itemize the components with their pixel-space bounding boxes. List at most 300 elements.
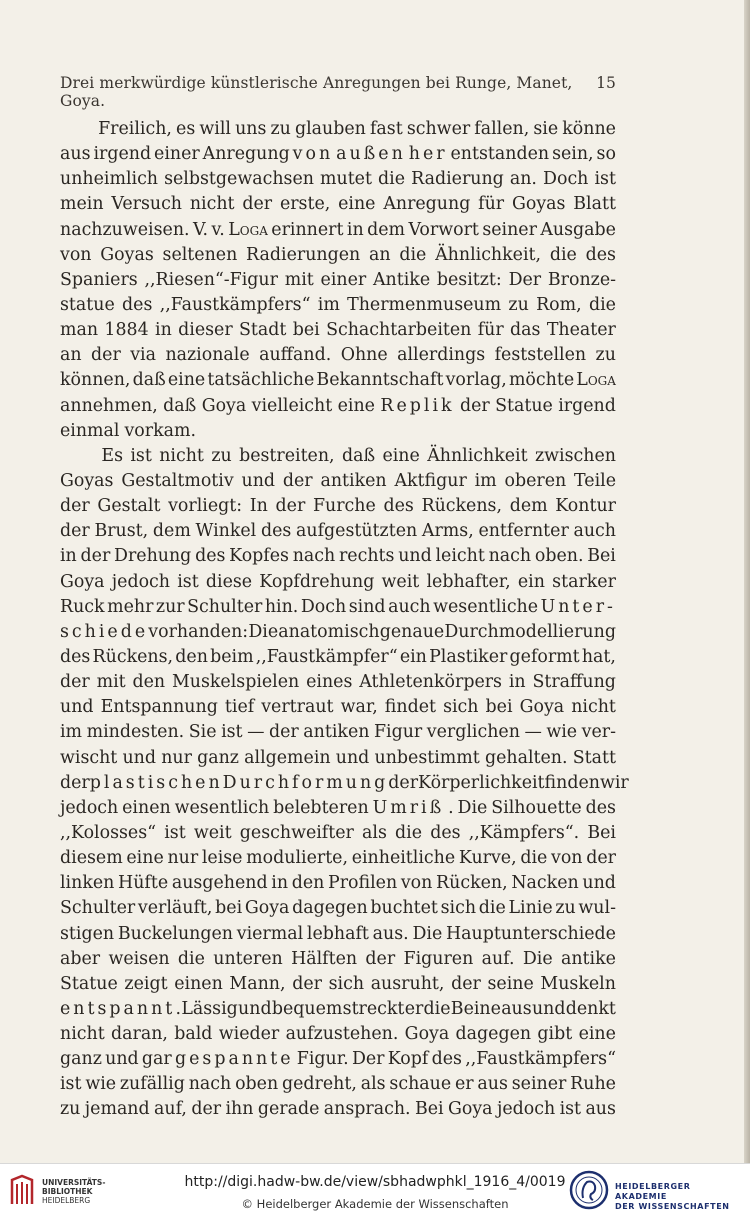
word: in (60, 546, 77, 567)
word: 1884 (104, 320, 149, 341)
text-line (60, 771, 629, 796)
word: nur (167, 848, 199, 869)
word: Muskelspielen (171, 672, 300, 693)
word: mit (284, 269, 314, 290)
word: belebteren (273, 797, 369, 818)
word: Gestalt (97, 496, 161, 517)
word: und (531, 998, 566, 1019)
word: seiner (511, 1074, 567, 1095)
word: einer (154, 144, 200, 165)
word: ansprach. (323, 1099, 411, 1120)
word: er (454, 1074, 474, 1095)
document-url-link[interactable]: http://digi.hadw-bw.de/view/sbhadwphkl_1916_4/0019 (184, 1174, 566, 1190)
word: Goyas (60, 470, 114, 491)
word: leicht (435, 546, 485, 567)
word: bei (485, 697, 513, 718)
word: Durchformung (222, 772, 389, 793)
word: Ähnlichkeit, (435, 244, 542, 265)
word: stigen (60, 923, 115, 944)
word: zufällig (119, 1074, 185, 1095)
word: und (335, 747, 370, 768)
word: Vorwort (408, 219, 479, 240)
word: Die (412, 923, 443, 944)
word: zu (270, 119, 291, 139)
word: Kopfes (229, 546, 289, 567)
word: Schachtarbeiten (326, 320, 472, 341)
word: ein (399, 646, 427, 667)
word: Unter- (540, 596, 616, 617)
word: ist (559, 1099, 582, 1120)
word: daß (341, 445, 376, 466)
word: Kopf (387, 1049, 429, 1070)
word: Ohne (340, 345, 388, 366)
word: Rücken, (436, 873, 508, 894)
text-line (60, 243, 616, 268)
word: ver- (581, 722, 616, 743)
word: des (431, 1049, 462, 1070)
text-line (60, 268, 616, 293)
text-line (60, 720, 616, 745)
word: starker (552, 571, 616, 592)
word: ,,Faustkämpfers“ (159, 294, 311, 315)
word: und (238, 998, 272, 1019)
text-line (60, 167, 616, 192)
word: daß (163, 395, 197, 416)
word: der (60, 772, 90, 793)
word: Die (522, 948, 553, 969)
word: Winkel (195, 521, 257, 542)
word: antike (560, 948, 616, 969)
word: ,,Kolosses“ (60, 822, 157, 843)
word: diesem (60, 848, 123, 869)
word: — (524, 722, 542, 743)
word: jedoch (496, 1099, 556, 1120)
text-line (60, 1022, 616, 1047)
word: . (448, 797, 454, 818)
word: Kopfdrehung (259, 571, 375, 592)
word: antiken (320, 470, 387, 491)
word: des (260, 521, 292, 542)
word: in (346, 219, 364, 240)
word: erste, (279, 194, 331, 215)
word: vorkam. (124, 420, 197, 441)
word: statue (60, 294, 115, 315)
word: ,,Riesen“-Figur (144, 269, 278, 290)
word: Schulter (187, 596, 263, 617)
word: aus (477, 1074, 508, 1095)
word: von (400, 873, 433, 894)
word: der (282, 470, 313, 491)
text-line (60, 746, 616, 771)
word: Statue (495, 395, 553, 416)
word: erinnert (271, 219, 344, 240)
word: Teile (574, 470, 616, 491)
academy-seal-icon (569, 1170, 609, 1210)
running-title: Drei merkwürdige künstlerische Anregungen bei Runge, Manet, Goya. (60, 74, 573, 110)
word: Statue (60, 973, 118, 994)
word: Der (351, 1049, 385, 1070)
word: den (132, 672, 166, 693)
text-line (60, 570, 616, 595)
word: könne (562, 119, 616, 139)
word: nicht (159, 445, 204, 466)
word: Ähnlichkeit (427, 445, 528, 466)
text-line (60, 117, 616, 142)
word: Anregung (202, 144, 290, 165)
word: Bei (587, 546, 616, 567)
word: Stadt (238, 320, 287, 341)
text-line (60, 846, 616, 871)
word: jemand (84, 1099, 150, 1120)
word: Silhouette (491, 797, 582, 818)
word: in (271, 873, 289, 894)
word: oben (235, 1074, 279, 1095)
text-line (60, 343, 616, 368)
word: der (60, 521, 90, 542)
word: Körperlichkeit (418, 772, 545, 793)
word: ist (221, 722, 243, 743)
word: Doch (300, 596, 347, 617)
word: möchte (508, 370, 575, 391)
word: Brust, (94, 521, 149, 542)
word: einen (122, 797, 171, 818)
word: hin. (264, 596, 299, 617)
word: aus (585, 1099, 616, 1120)
word: Umriß (372, 797, 445, 818)
word: vorlag, (445, 370, 507, 391)
word: seiner (482, 219, 537, 240)
word: aber (60, 948, 101, 969)
word: hat, (581, 646, 616, 667)
word: mit (96, 672, 126, 693)
word: gerade (257, 1099, 320, 1120)
word: Figur. (296, 1049, 349, 1070)
paragraph-indent (60, 444, 94, 469)
word: so (596, 144, 616, 165)
word: der (60, 672, 90, 693)
word: antiken (303, 722, 370, 743)
word: Der (508, 269, 542, 290)
word: eine (337, 395, 375, 416)
word: ein (517, 571, 545, 592)
word: Bronze- (547, 269, 616, 290)
word: Kontur (555, 496, 616, 517)
text-line (60, 469, 616, 494)
word: In (249, 496, 268, 517)
word: auch (573, 521, 616, 542)
word: vorhanden: (148, 621, 249, 642)
text-line (60, 922, 616, 947)
text-line (60, 368, 616, 393)
word: weit (381, 571, 420, 592)
word: seltenen (162, 244, 238, 265)
word: eine (126, 848, 164, 869)
word: Versuch (111, 194, 183, 215)
word: viermal (236, 923, 304, 944)
word: zu (595, 345, 616, 366)
word: Bekanntschaft (316, 370, 444, 391)
word: bei (292, 320, 320, 341)
text-line (60, 896, 616, 921)
word: ist (130, 445, 152, 466)
word: zu (508, 294, 529, 315)
word: ganz (197, 747, 239, 768)
word: beim (210, 646, 254, 667)
word: — (247, 722, 265, 743)
word: daran, (111, 1024, 168, 1045)
academy-name-text: HEIDELBERGER AKADEMIE DER WISSENSCHAFTEN (615, 1182, 730, 1211)
text-line (60, 1072, 616, 1097)
word: Furche (312, 496, 376, 517)
word: mein (60, 194, 104, 215)
word: glauben (294, 119, 366, 139)
text-line (60, 192, 616, 217)
academy-logo[interactable] (569, 1170, 744, 1212)
word: war, (340, 697, 378, 718)
word: des (60, 646, 91, 667)
word: finden (544, 772, 600, 793)
word: der (191, 1099, 222, 1120)
word: die (588, 294, 616, 315)
word: wul- (578, 898, 616, 919)
word: ausgehend (171, 873, 268, 894)
word: die (520, 848, 548, 869)
word: weisen (108, 948, 170, 969)
word: jedoch (60, 797, 119, 818)
word: ganz (60, 1049, 102, 1070)
word: der (459, 395, 490, 416)
text-line (60, 821, 616, 846)
word: Ruck (60, 596, 105, 617)
word: plastischen (89, 772, 223, 793)
text-line (60, 318, 616, 343)
word: Hüfte (118, 873, 169, 894)
word: Durchmodellierung (444, 621, 616, 642)
word: aufzustehen. (285, 1024, 399, 1045)
word: einheitliche (351, 848, 456, 869)
page-edge (744, 0, 750, 1163)
word: der (60, 496, 90, 517)
word: Goya (447, 1099, 493, 1120)
word: der (451, 973, 481, 994)
text-line (60, 670, 616, 695)
word: zu (555, 898, 576, 919)
text-line (60, 947, 616, 972)
word: für (477, 320, 504, 341)
word: einer (320, 269, 367, 290)
word: Rückens, (421, 496, 503, 517)
word: lebhafter, (426, 571, 511, 592)
text-line (60, 645, 616, 670)
word: die (399, 244, 427, 265)
word: des (195, 546, 226, 567)
word: bei (215, 898, 243, 919)
word: wie (546, 722, 578, 743)
word: an (369, 244, 391, 265)
word: und (241, 470, 276, 491)
word: diese (205, 571, 253, 592)
word: in (508, 672, 526, 693)
word: schaue (389, 1074, 452, 1095)
word: der (365, 948, 396, 969)
word: aus (501, 998, 532, 1019)
word: Ausgabe (540, 219, 616, 240)
word: auch (388, 596, 431, 617)
word: selbstgewachsen (164, 169, 314, 190)
word: unteren (213, 948, 283, 969)
word: dagegen (455, 1024, 532, 1045)
word: Gestaltmotiv (121, 470, 234, 491)
word: Spaniers (60, 269, 138, 290)
word: Goyas (511, 194, 566, 215)
word: jedoch (111, 571, 170, 592)
footer-bar (0, 1163, 750, 1217)
word: Beine (450, 998, 501, 1019)
word: können, (60, 370, 131, 391)
word: wie (85, 1074, 117, 1095)
word: der (91, 345, 121, 366)
word: Rückens, (92, 646, 174, 667)
word: Thermenmuseum (347, 294, 502, 315)
word: sein, (552, 144, 594, 165)
word: Freilich, (98, 119, 172, 139)
word: Schulter (60, 898, 136, 919)
word: den (175, 646, 208, 667)
word: Statt (572, 747, 616, 768)
copyright-notice: © Heidelberger Akademie der Wissenschaften (241, 1197, 509, 1211)
word: in (155, 320, 172, 341)
word: die (423, 998, 451, 1019)
word: die (478, 898, 506, 919)
word: und (582, 873, 616, 894)
word: bequem (271, 998, 343, 1019)
university-library-text: UNIVERSITÄTS- BIBLIOTHEK HEIDELBERG (42, 1178, 106, 1205)
word: Goya (244, 898, 290, 919)
word: oberen (504, 470, 567, 491)
word: mindesten. (86, 722, 185, 743)
word: via (130, 345, 156, 366)
word: ,,Faustkämpfer“ (255, 646, 398, 667)
word: Entspannung (100, 697, 218, 718)
running-header (60, 74, 616, 110)
word: wesentlich (174, 797, 270, 818)
word: und (105, 1049, 139, 1070)
word: vorliegt: (168, 496, 243, 517)
word: sich (328, 973, 365, 994)
word: wesentliche (433, 596, 539, 617)
paragraph-indent (60, 117, 94, 142)
text-line (60, 519, 616, 544)
word: eine (578, 1024, 616, 1045)
word: Bei (414, 1099, 444, 1120)
word: V. (193, 219, 209, 240)
word: weit (193, 822, 232, 843)
word: besitzt: (436, 269, 502, 290)
word: fast (369, 119, 403, 139)
word: Es (101, 445, 123, 466)
word: von (551, 848, 583, 869)
word: seine (487, 973, 534, 994)
word: zu (211, 445, 232, 466)
word: die (395, 822, 423, 843)
word: ,,Kämpfers“. (468, 822, 580, 843)
word: dem (152, 521, 191, 542)
word: die (177, 948, 205, 969)
word: zu (60, 1099, 81, 1120)
word: Radierung (411, 169, 504, 190)
word: einmal (60, 420, 120, 441)
word: nicht (60, 1024, 105, 1045)
word: Goya (201, 395, 247, 416)
word: linken (60, 873, 115, 894)
word: entspannt (60, 998, 176, 1019)
word: den (291, 873, 325, 894)
word: findet (384, 697, 437, 718)
word: denkt (565, 998, 616, 1019)
word: mutet (320, 169, 372, 190)
word: anatomisch (278, 621, 380, 642)
word: der (242, 194, 273, 215)
word: Goya (519, 697, 565, 718)
text-line (60, 444, 616, 469)
word: des (122, 294, 153, 315)
word: ihn (225, 1099, 254, 1120)
word: Hauptunterschiede (445, 923, 616, 944)
word: ausruht, (370, 973, 445, 994)
word: Mann, (229, 973, 286, 994)
word: gespannte (175, 1049, 294, 1070)
word: von (60, 244, 92, 265)
text-line (60, 1047, 616, 1072)
word: Blatt (573, 194, 616, 215)
word: der (80, 546, 111, 567)
word: sie (533, 119, 559, 139)
word: Figur (373, 722, 423, 743)
word: Die (457, 797, 488, 818)
word: es (176, 119, 196, 139)
word: Loga (576, 370, 616, 391)
word: aus. (372, 923, 409, 944)
word: Antike (372, 269, 431, 290)
text-line (60, 419, 616, 444)
word: Goya (60, 571, 105, 592)
word: Die (248, 621, 279, 642)
word: Sie (188, 722, 217, 743)
word: Lässig (181, 998, 238, 1019)
text-line (60, 394, 616, 419)
word: tatsächliche (207, 370, 315, 391)
word: entfernter (478, 521, 569, 542)
word: er (404, 998, 424, 1019)
word: annehmen, (60, 395, 158, 416)
word: Figuren (403, 948, 474, 969)
text-line (60, 997, 616, 1022)
word: Nacken (511, 873, 579, 894)
word: der (292, 973, 322, 994)
word: Plastiker (429, 646, 508, 667)
word: man (60, 320, 99, 341)
text-line (60, 142, 616, 167)
word: der (388, 772, 419, 793)
word: ,,Faustkämpfers“ (465, 1049, 616, 1070)
word: Kurve, (458, 848, 517, 869)
word: des (383, 496, 414, 517)
word: Goya (404, 1024, 450, 1045)
word: des (430, 822, 461, 843)
word: Bei (587, 822, 616, 843)
word: im (60, 722, 83, 743)
word: Aktfigur (394, 470, 467, 491)
